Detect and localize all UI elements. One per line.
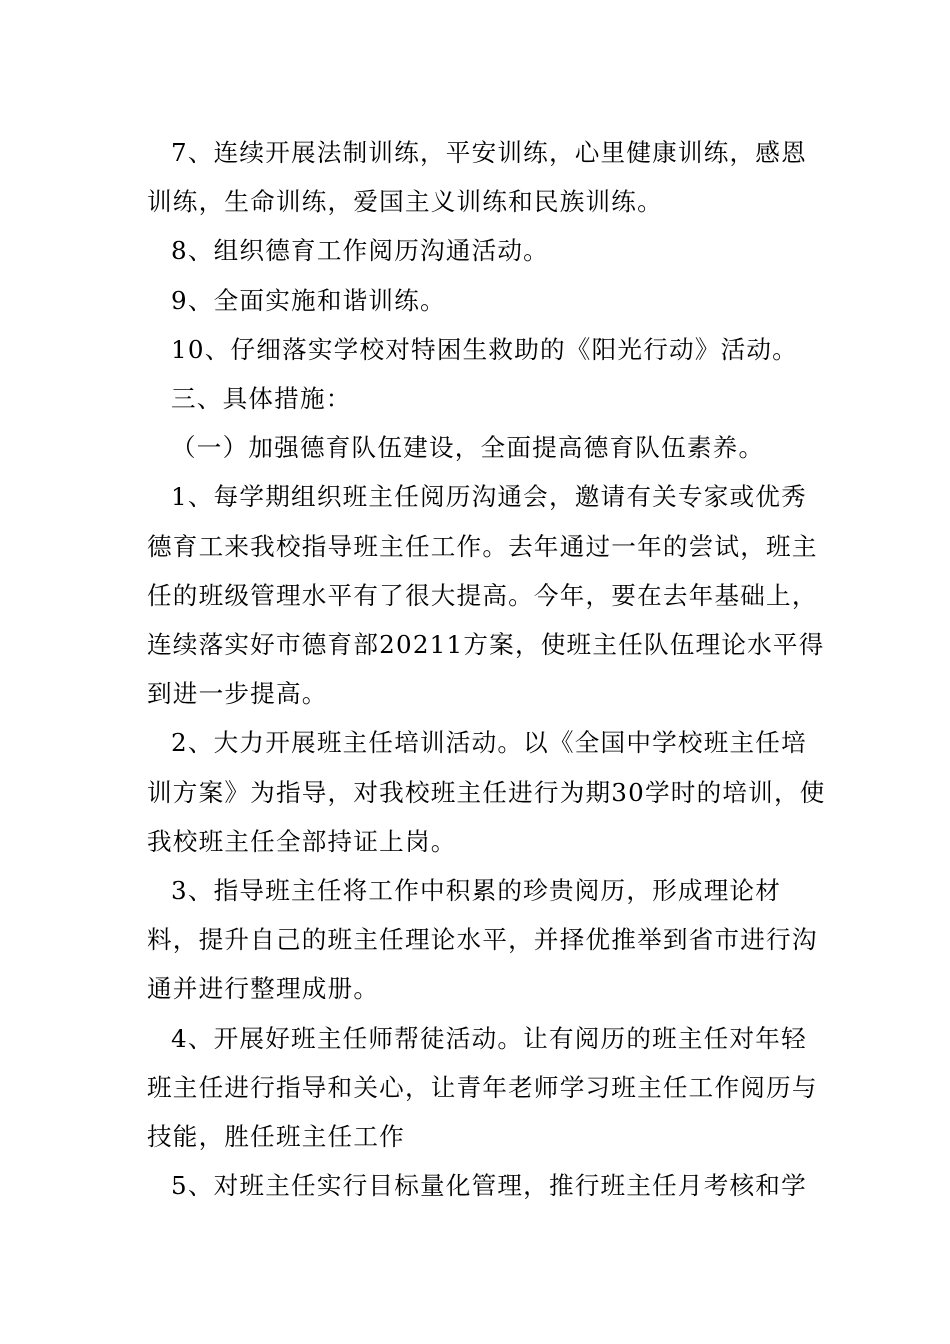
measure-item-2: 2、大力开展班主任培训活动。以《全国中学校班主任培训方案》为指导，对我校班主任进行为期30学时的培训，使我校班主任全部持证上岗。	[147, 728, 826, 856]
paragraph-item-9: 9、全面实施和谐训练。	[171, 285, 446, 315]
paragraph-item-7: 7、连续开展法制训练，平安训练，心里健康训练，感恩训练，生命训练，爱国主义训练和民族训练。	[147, 138, 807, 217]
measure-item-5: 5、对班主任实行目标量化管理，推行班主任月考核和学	[171, 1171, 807, 1201]
measure-item-3: 3、指导班主任将工作中积累的珍贵阅历，形成理论材料，提升自己的班主任理论水平，并择优推举到省市进行沟通并进行整理成册。	[147, 876, 818, 1004]
document-body	[147, 128, 827, 1210]
section-heading-measures: 三、具体措施：	[171, 384, 352, 414]
measure-item-1: 1、每学期组织班主任阅历沟通会，邀请有关专家或优秀德育工来我校指导班主任工作。去年通过一年的尝试，班主任的班级管理水平有了很大提高。今年，要在去年基础上，连续落实好市德育部20211方案，使班主任队伍理论水平得到进一步提高。	[147, 482, 825, 709]
paragraph-item-10: 10、仔细落实学校对特困生救助的《阳光行动》活动。	[171, 334, 798, 364]
measure-item-4: 4、开展好班主任师帮徒活动。让有阅历的班主任对年轻班主任进行指导和关心，让青年老师学习班主任工作阅历与技能，胜任班主任工作	[147, 1023, 818, 1152]
paragraph-item-8: 8、组织德育工作阅历沟通活动。	[171, 236, 549, 266]
subsection-heading-1: （一）加强德育队伍建设，全面提高德育队伍素养。	[171, 433, 765, 463]
